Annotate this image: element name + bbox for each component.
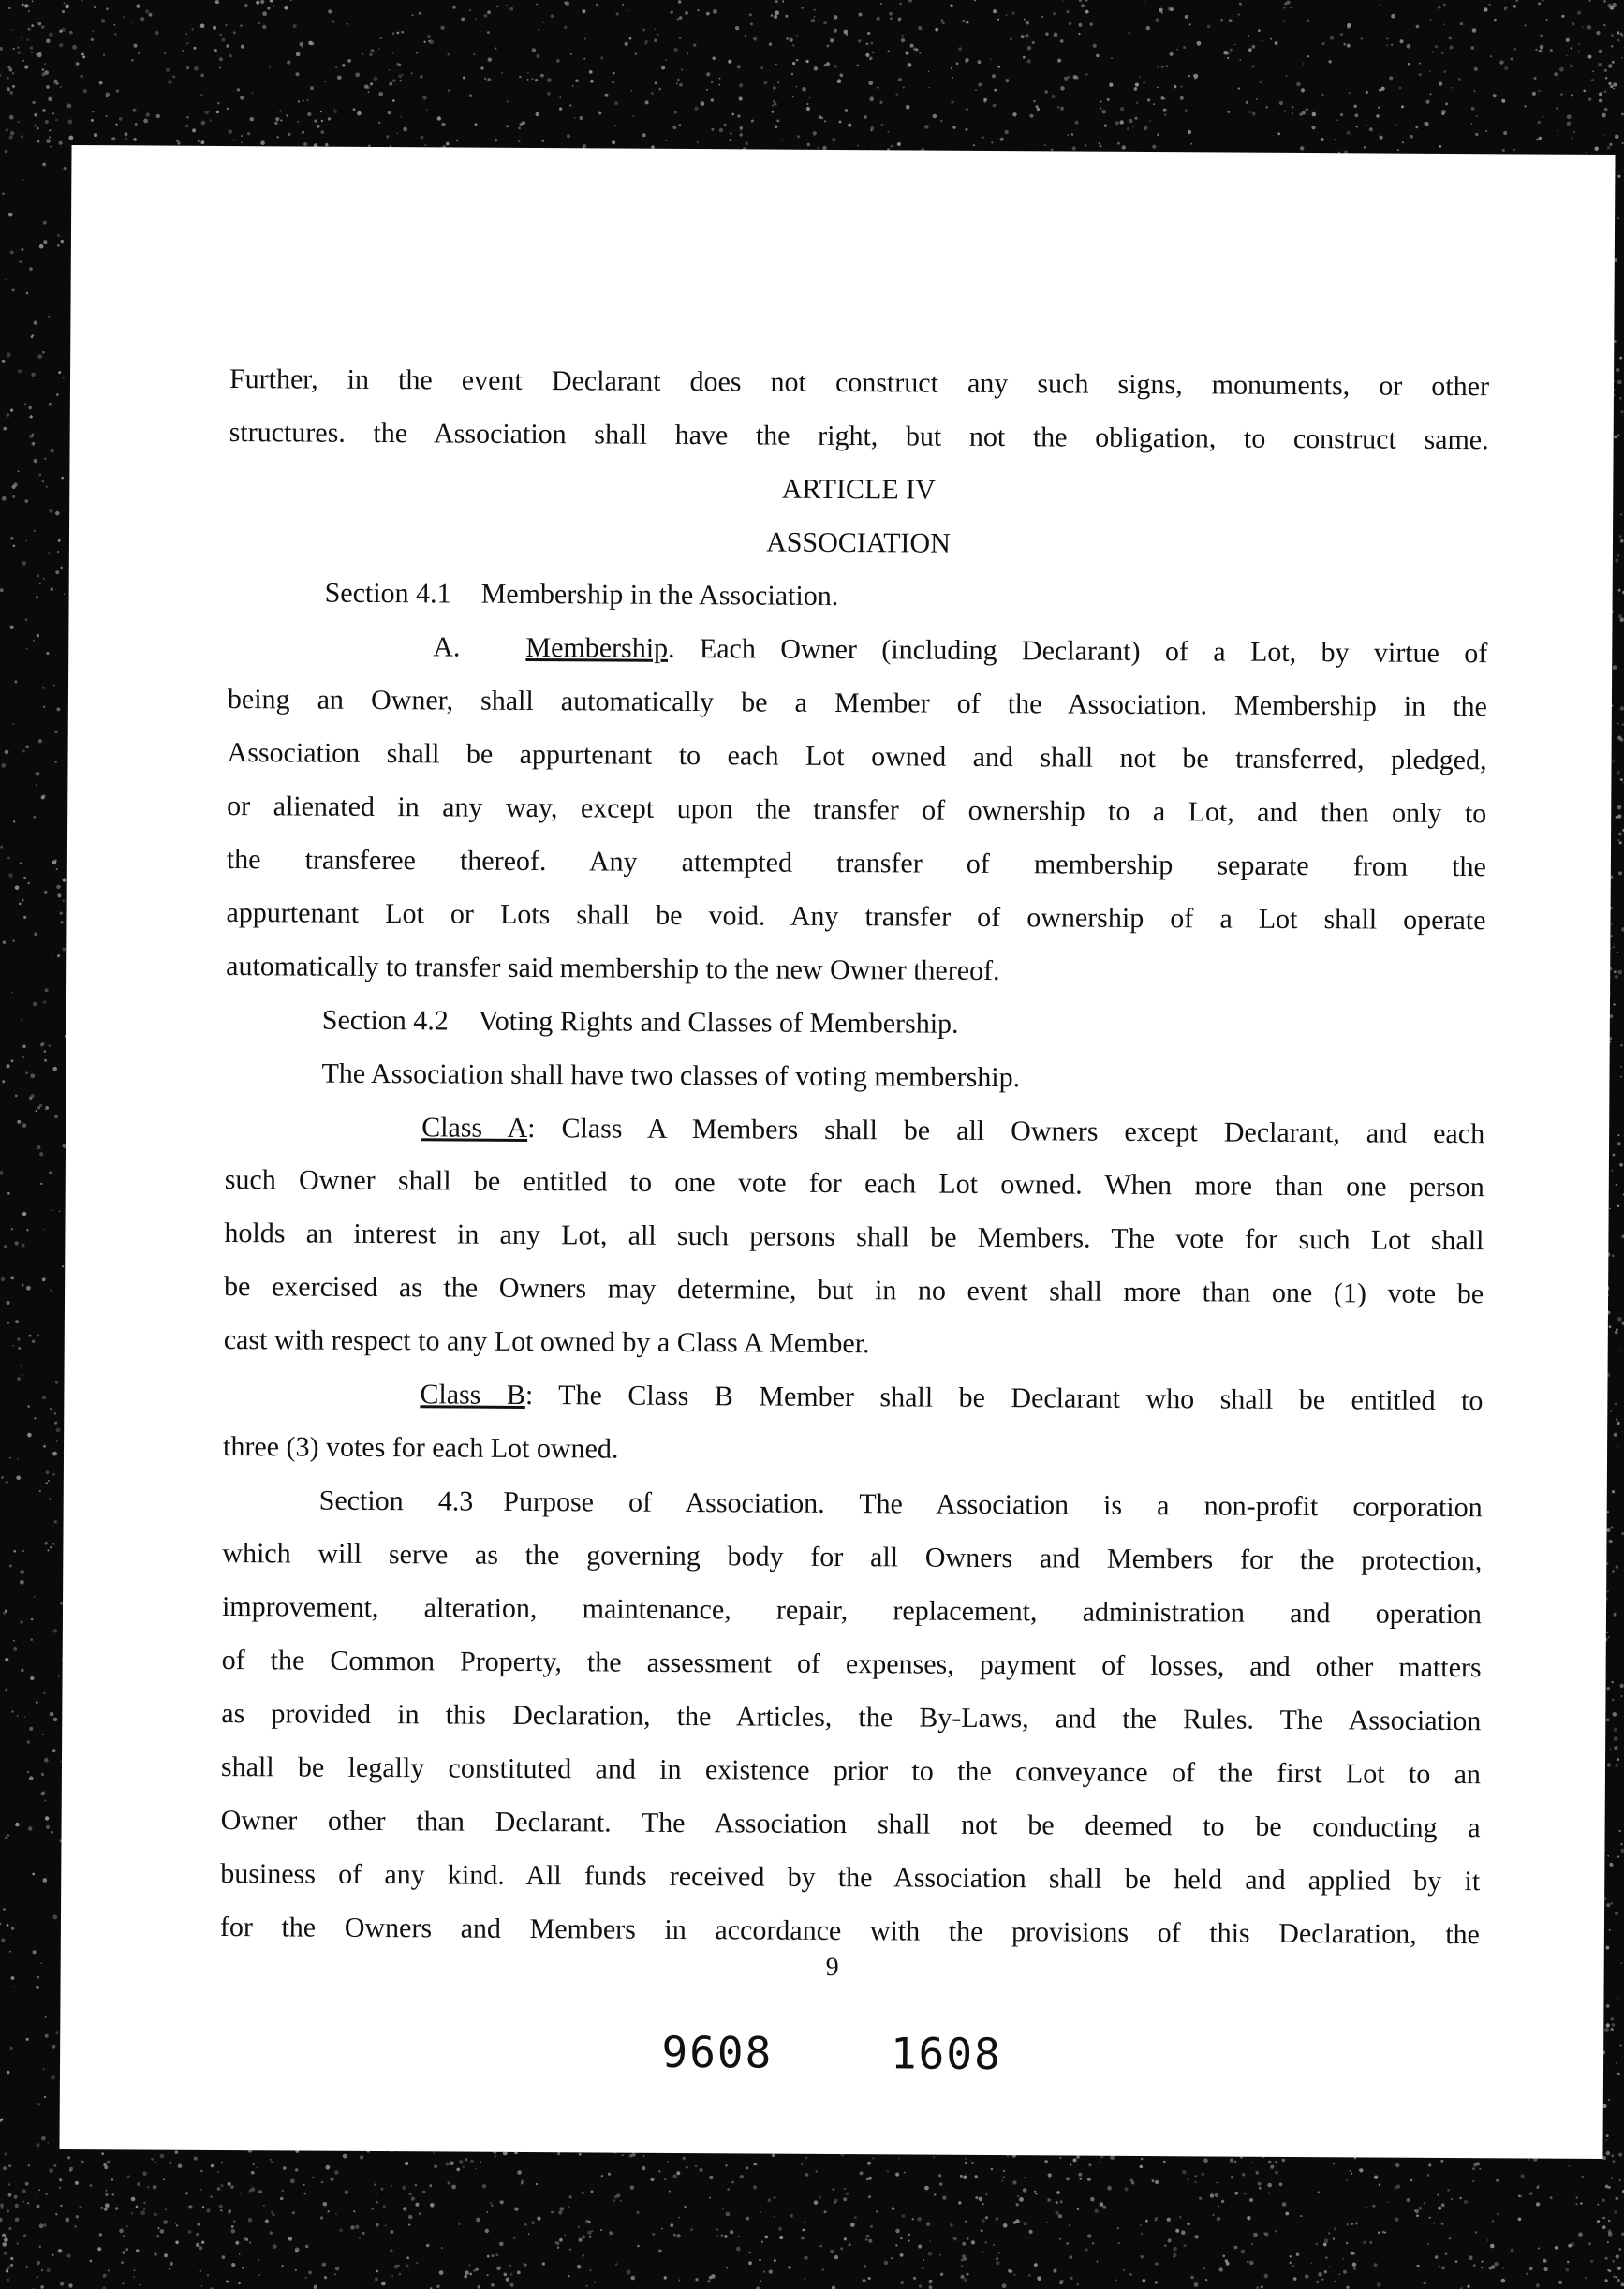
paragraph-line: business of any kind. All funds received by the Association shall be held and applied by it: [220, 1857, 1481, 1898]
paragraph-line: or alienated in any way, except upon the transfer of ownership to a Lot, and then only to: [227, 790, 1487, 830]
class-b-label: Class B: [420, 1379, 526, 1410]
page-number: 9: [825, 1952, 839, 1983]
section-4-3-first-line: [223, 1473, 1483, 1534]
class-b-text: : The Class B Member shall be Declarant who shall be entitled to: [524, 1379, 1484, 1417]
continuation-line: structures. the Association shall have the right, but not the obligation, to construct same.: [229, 417, 1489, 456]
section-title: Membership in the Association.: [480, 578, 839, 612]
paragraph-line: the transferee thereof. Any attempted transfer of membership separate from the: [226, 844, 1486, 883]
paragraph-line: which will serve as the governing body for all Owners and Members for the protection,: [222, 1537, 1483, 1577]
voting-intro: The Association shall have two classes of voting membership.: [321, 1057, 1021, 1094]
section-text: Purpose of Association. The Association is a non-profit corporation: [503, 1485, 1483, 1524]
document-page: [59, 145, 1615, 2159]
recording-stamp: [60, 2023, 1603, 2083]
paragraph-line: being an Owner, shall automatically be a Member of the Association. Membership in the: [227, 684, 1488, 723]
membership-first-line: [228, 619, 1487, 680]
stamp-book-number: 9608: [661, 2026, 774, 2078]
section-number: Section 4.2: [321, 1004, 449, 1037]
paragraph-line: improvement, alteration, maintenance, repair, replacement, administration and operation: [221, 1590, 1483, 1631]
subsection-label: A.: [433, 631, 461, 663]
article-number: ARTICLE IV: [781, 473, 936, 506]
section-number: Section 4.3: [318, 1484, 474, 1517]
paragraph-line: Owner other than Declarant. The Association shall not be deemed to be conducting a: [220, 1804, 1481, 1844]
document-body: [220, 352, 1489, 1961]
paragraph-line: automatically to transfer said membership to the new Owner thereof.: [226, 951, 1000, 987]
article-title: ASSOCIATION: [766, 526, 951, 559]
continuation-line: Further, in the event Declarant does not construct any such signs, monuments, or other: [229, 363, 1490, 403]
class-a-first-line: [225, 1100, 1484, 1160]
paragraph-line: Association shall be appurtenant to each Lot owned and shall not be transferred, pledged,: [227, 737, 1487, 776]
class-a-label: Class A: [421, 1112, 528, 1144]
paragraph-line: as provided in this Declaration, the Articles, the By-Laws, and the Rules. The Association: [221, 1697, 1482, 1737]
paragraph-line: such Owner shall be entitled to one vote for each Lot owned. When more than one person: [224, 1164, 1484, 1204]
paragraph-line: be exercised as the Owners may determine, but in no event shall more than one (1) vote be: [224, 1271, 1484, 1310]
section-number: Section 4.1: [324, 577, 451, 610]
paragraph-line: holds an interest in any Lot, all such persons shall be Members. The vote for such Lot shall: [224, 1218, 1484, 1257]
stamp-page-number: 1608: [890, 2028, 1002, 2080]
membership-heading: Membership: [525, 631, 669, 664]
paragraph-line: shall be legally constituted and in existence prior to the conveyance of the first Lot to an: [220, 1750, 1482, 1791]
membership-text: . Each Owner (including Declarant) of a Lot, by virtue of: [667, 632, 1488, 670]
paragraph-line: three (3) votes for each Lot owned.: [222, 1430, 619, 1465]
paragraph-line: for the Owners and Members in accordance with the provisions of this Declaration, the: [219, 1911, 1481, 1951]
section-title: Voting Rights and Classes of Membership.: [478, 1005, 959, 1040]
class-b-first-line: [223, 1366, 1483, 1427]
paragraph-line: cast with respect to any Lot owned by a Class A Member.: [223, 1324, 870, 1360]
section-4-1-heading: [228, 566, 1487, 627]
section-4-2-heading: [226, 993, 1485, 1054]
paragraph-line: appurtenant Lot or Lots shall be void. Any transfer of ownership of a Lot shall operate: [226, 897, 1486, 937]
paragraph-line: of the Common Property, the assessment of expenses, payment of losses, and other matters: [221, 1644, 1482, 1684]
class-a-text: : Class A Members shall be all Owners except Declarant, and each: [527, 1112, 1485, 1150]
